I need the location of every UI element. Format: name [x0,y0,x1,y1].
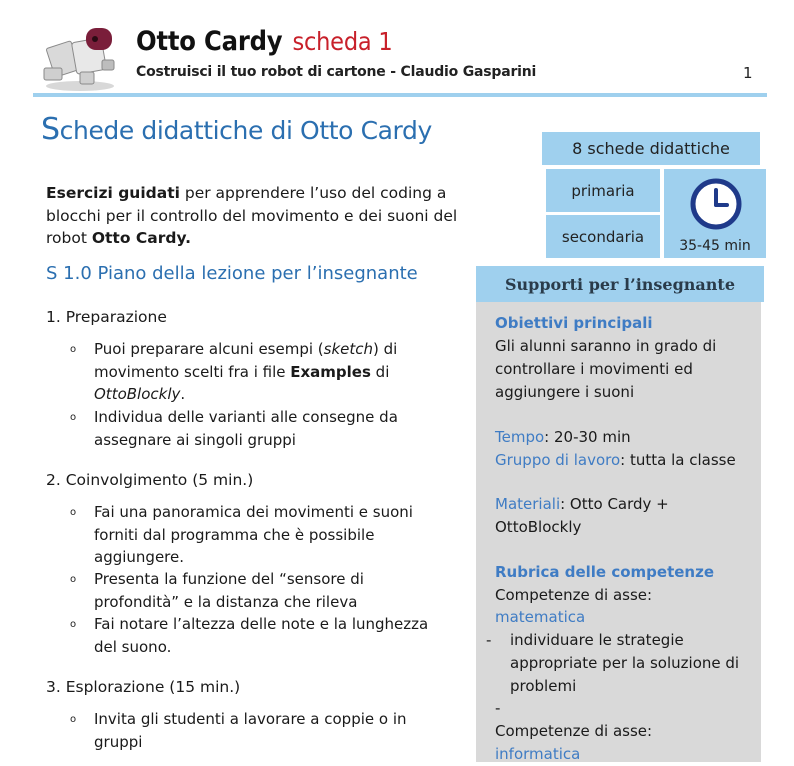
materiali-line: OttoBlockly [495,518,582,536]
asse-1-label: Competenze di asse: [495,586,653,604]
step-3-title: 3. Esplorazione (15 min.) [46,678,241,696]
list-dash: - [495,699,501,717]
section-title: S 1.0 Piano della lezione per l’insegnante [46,263,418,284]
primaria-box: primaria [546,169,660,212]
clock-icon [690,178,742,230]
header-subtitle: Costruisci il tuo robot di cartone - Claudio Gasparini [136,64,537,80]
bullet-icon: o [70,574,77,585]
obiettivi-line: Gli alunni saranno in grado di [495,337,717,355]
asse-2-subject: informatica [495,745,581,763]
asse-1-item: appropriate per la soluzione di [510,654,740,672]
asse-1-subject: matematica [495,608,586,626]
tempo-row: Tempo: 20-30 min [495,428,631,446]
asse-1-item: problemi [510,677,577,695]
header-title: Otto Cardy scheda 1 [136,26,393,57]
materiali-row: Materiali: Otto Cardy + [495,495,669,513]
obiettivi-label: Obiettivi principali [495,314,653,332]
step-3-bullet-1: Invita gli studenti a lavorare a coppie o in gruppi [94,710,407,751]
document-title: Schede didattiche di Otto Cardy [41,112,432,147]
robot-logo [40,20,126,92]
header-title-sub: scheda 1 [292,27,393,56]
step-2-bullet-1: Fai una panoramica dei movimenti e suoni forniti dal programma che è possibile aggiungere. [94,503,413,566]
secondaria-box: secondaria [546,215,660,258]
asse-2-label: Competenze di asse: [495,722,653,740]
bullet-icon: o [70,714,77,725]
page-number: 1 [743,64,753,82]
duration-box [664,169,766,258]
step-2-bullet-3: Fai notare l’altezza delle note e la lunghezza del suono. [94,615,429,656]
step-2-title: 2. Coinvolgimento (5 min.) [46,471,254,489]
obiettivi-line: aggiungere i suoni [495,383,635,401]
bullet-icon: o [70,507,77,518]
list-dash: - [486,631,492,649]
rubrica-label: Rubrica delle competenze [495,563,714,581]
duration-label: 35-45 min [679,238,751,254]
obiettivi-line: controllare i movimenti ed [495,360,693,378]
supporti-heading: Supporti per l’insegnante [476,266,764,302]
bullet-icon: o [70,412,77,423]
intro-paragraph: Esercizi guidati per apprendere l’uso del coding a blocchi per il controllo del movimento e dei suoni del robot Otto Cardy. [46,184,458,247]
step-1-title: 1. Preparazione [46,308,167,326]
schede-count-box: 8 schede didattiche [542,132,760,165]
step-1-bullet-1: Puoi preparare alcuni esempi (sketch) di movimento scelti fra i file Examples di OttoBlockly. [94,340,398,403]
step-1-bullet-2: Individua delle varianti alle consegne da assegnare ai singoli gruppi [94,408,398,449]
gruppo-row: Gruppo di lavoro: tutta la classe [495,451,736,469]
bullet-icon: o [70,619,77,630]
bullet-icon: o [70,344,77,355]
step-2-bullet-2: Presenta la funzione del “sensore di profondità” e la distanza che rileva [94,570,364,611]
header-divider [33,93,767,97]
asse-1-item: individuare le strategie [510,631,684,649]
